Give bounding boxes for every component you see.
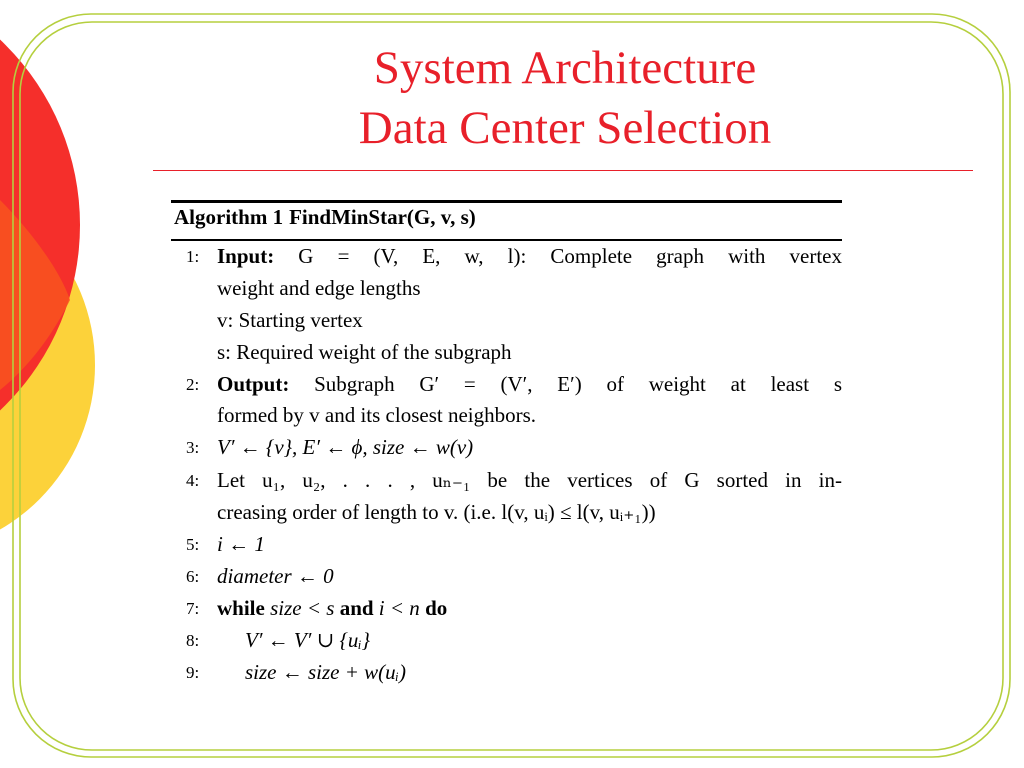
algorithm-line [0, 403, 1024, 433]
line-number: 7: [186, 599, 200, 618]
line-text: v: Starting vertex [217, 308, 363, 332]
algorithm-line [0, 468, 1024, 498]
keyword-do: do [425, 596, 448, 620]
algorithm-line [0, 372, 1024, 402]
line-text: Let u₁, u₂, . . . , uₙ₋₁ be the vertices of G sorted in in- [217, 468, 842, 492]
line-text [217, 372, 842, 397]
line-text: i ← 1 [217, 532, 265, 556]
line-number: 5: [186, 535, 200, 554]
slide-title-line2: Data Center Selection [358, 102, 772, 154]
line-number: 8: [186, 631, 200, 650]
algorithm-line [0, 340, 1024, 370]
slide-title-line1: System Architecture [373, 42, 757, 94]
algorithm-line [0, 308, 1024, 338]
line-text-content: size < s [264, 596, 340, 620]
line-number: 9: [186, 663, 200, 682]
algorithm-line [0, 244, 1024, 274]
keyword-output: Output: [217, 372, 290, 396]
line-number: 1: [186, 247, 200, 266]
keyword-and: and [339, 596, 374, 620]
line-number: 3: [186, 438, 200, 457]
algorithm-line [0, 435, 1024, 465]
line-text: size ← size + w(uᵢ) [245, 660, 406, 684]
keyword-while: while [217, 596, 265, 620]
algorithm-top-rule [171, 200, 842, 203]
line-text: V′ ← V′ ∪ {uᵢ} [245, 628, 371, 652]
line-number: 4: [186, 471, 200, 490]
algorithm-name: FindMinStar(G, v, s) [289, 205, 476, 229]
algorithm-line [0, 628, 1024, 658]
algorithm-line [0, 596, 1024, 626]
algorithm-line [0, 660, 1024, 690]
line-text: V′ ← {v}, E′ ← ϕ, size ← w(v) [217, 435, 474, 459]
algorithm-line [0, 500, 1024, 530]
line-text: formed by v and its closest neighbors. [217, 403, 537, 427]
algorithm-line [0, 532, 1024, 562]
algorithm-line [0, 564, 1024, 594]
algorithm-header [174, 205, 476, 230]
algorithm-label: Algorithm 1 [174, 205, 284, 229]
line-text: s: Required weight of the subgraph [217, 340, 512, 364]
line-text-content: G = (V, E, w, l): Complete graph with vertex [274, 244, 842, 268]
algorithm-header-rule [171, 239, 842, 241]
line-text-content: Subgraph G′ = (V′, E′) of weight at least s [289, 372, 842, 396]
title-divider [153, 170, 973, 171]
keyword-input: Input: [217, 244, 275, 268]
line-text [217, 244, 842, 269]
line-number: 2: [186, 375, 200, 394]
line-text: creasing order of length to v. (i.e. l(v, uᵢ) ≤ l(v, uᵢ₊₁)) [217, 500, 656, 524]
line-number: 6: [186, 567, 200, 586]
line-text-content: i < n [373, 596, 426, 620]
line-text [217, 596, 842, 621]
line-text: weight and edge lengths [217, 276, 421, 300]
algorithm-line [0, 276, 1024, 306]
line-text: diameter ← 0 [217, 564, 334, 588]
